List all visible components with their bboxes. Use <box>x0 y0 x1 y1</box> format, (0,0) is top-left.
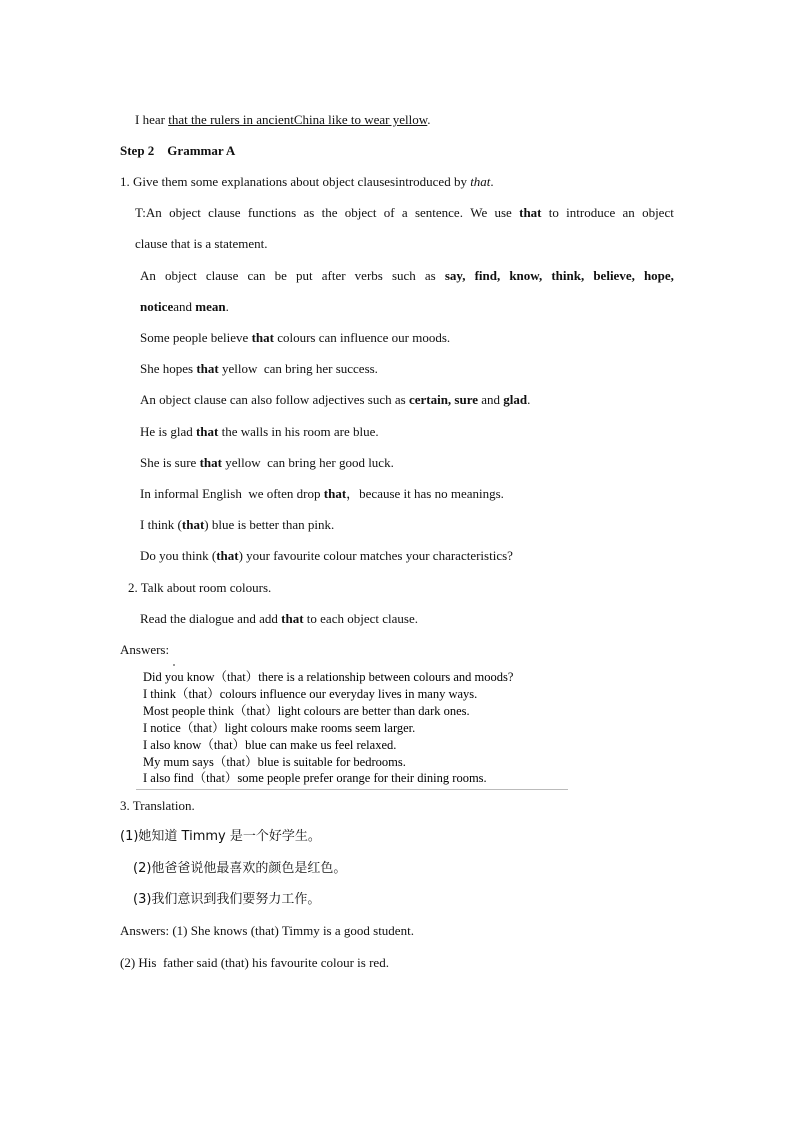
keyword-that: that <box>181 517 205 532</box>
keyword-that: that <box>519 205 542 220</box>
intro-prefix: I hear <box>135 112 169 127</box>
example-text: ) blue is better than pink. <box>204 517 335 532</box>
adjectives-line <box>140 392 530 408</box>
answer-line: Most people think（that）light colours are better than dark ones. <box>143 704 470 718</box>
intro-underlined-clause: that the rulers in ancientChina like to wear yellow <box>168 112 428 127</box>
item1-title-italic: that <box>470 174 491 189</box>
answer-line: I also find（that）some people prefer orange for their dining rooms. <box>143 771 487 785</box>
word: sentence. <box>414 205 463 220</box>
example-text: She is sure <box>140 455 200 470</box>
word: to <box>548 205 559 220</box>
answers-label: Answers: <box>120 642 170 657</box>
word: object <box>642 205 674 220</box>
word: We <box>470 205 488 220</box>
answer-line: I think（that）colours influence our everyday lives in many ways. <box>143 687 478 701</box>
verb-mean: mean <box>195 299 226 314</box>
example-think <box>140 517 334 533</box>
translation-answer-2: (2) His father said (that) his favourite colour is red. <box>120 955 389 970</box>
translation-answer-1: Answers: (1) She knows (that) Timmy is a good student. <box>120 923 414 938</box>
verb-find: find, <box>474 268 501 283</box>
word: as <box>303 205 315 220</box>
word: verbs <box>354 268 383 283</box>
adj-certain-sure: certain, sure <box>408 392 479 407</box>
translation-q2: (2)他爸爸说他最喜欢的颜色是红色。 <box>133 861 347 876</box>
keyword-that: that <box>281 611 304 626</box>
informal-text: In informal English we often drop <box>140 486 324 501</box>
word: clause <box>205 268 239 283</box>
example-text: the walls in his room are blue. <box>218 424 379 439</box>
verb-hope: hope, <box>643 268 674 283</box>
instruction-text: Read the dialogue and add <box>140 611 282 626</box>
word: object <box>169 205 201 220</box>
word: T:An <box>135 205 162 220</box>
word: introduce <box>566 205 616 220</box>
step2-heading: Step 2 Grammar A <box>120 143 236 158</box>
example-text: ) your favourite colour matches your characteristics? <box>238 548 513 563</box>
informal-text: ，because it has no meanings. <box>346 486 504 501</box>
word: an <box>622 205 635 220</box>
word: object <box>165 268 197 283</box>
scan-speck <box>173 664 175 666</box>
word: the <box>321 205 338 220</box>
item1-title <box>120 174 494 190</box>
word-and: and <box>173 299 196 314</box>
item2-title: 2. Talk about room colours. <box>128 580 272 595</box>
answer-line: Did you know（that）there is a relationship between colours and moods? <box>143 670 514 684</box>
translation-q1: (1)她知道 Timmy 是一个好学生。 <box>120 829 321 844</box>
verbs-line-1 <box>140 268 674 284</box>
keyword-that: that <box>216 548 239 563</box>
word: functions <box>247 205 297 220</box>
answer-line: I notice（that）light colours make rooms seem larger. <box>143 721 416 735</box>
keyword-that: that <box>323 486 347 501</box>
word: An <box>140 268 156 283</box>
intro-line <box>135 112 431 128</box>
scan-bottom-rule <box>136 789 568 790</box>
word: use <box>494 205 512 220</box>
example-believe <box>140 330 450 346</box>
item2-instruction <box>140 611 418 627</box>
item1-title-suffix: . <box>490 174 494 189</box>
word: after <box>321 268 346 283</box>
word: as <box>424 268 436 283</box>
item3-title: 3. Translation. <box>120 798 195 813</box>
example-text: She hopes <box>140 361 197 376</box>
example-glad <box>140 424 379 440</box>
teacher-line-1 <box>135 205 674 221</box>
word: object <box>344 205 377 220</box>
period: . <box>225 299 229 314</box>
item1-title-text: 1. Give them some explanations about object clausesintroduced by <box>120 174 471 189</box>
example-sure <box>140 455 394 471</box>
word: be <box>274 268 287 283</box>
word: of <box>383 205 395 220</box>
example-text: I think ( <box>140 517 182 532</box>
instruction-text: to each object clause. <box>303 611 418 626</box>
word: a <box>401 205 408 220</box>
answer-line: My mum says（that）blue is suitable for bedrooms. <box>143 755 406 769</box>
keyword-that: that <box>199 455 222 470</box>
word: clause <box>208 205 241 220</box>
example-text: yellow can bring her success. <box>218 361 378 376</box>
verb-believe: believe, <box>593 268 635 283</box>
adj-text: An object clause can also follow adjectives such as <box>140 392 409 407</box>
adj-glad: glad <box>503 392 528 407</box>
example-text: Do you think ( <box>140 548 217 563</box>
teacher-line-2: clause that is a statement. <box>135 236 268 251</box>
informal-english-line <box>140 486 504 502</box>
translation-q3: (3)我们意识到我们要努力工作。 <box>133 892 321 907</box>
scanned-answers-image <box>136 664 568 790</box>
period: . <box>527 392 531 407</box>
intro-suffix: . <box>427 112 431 127</box>
keyword-that: that <box>251 330 274 345</box>
verb-know: know, <box>509 268 543 283</box>
keyword-that: that <box>195 424 219 439</box>
example-do-you-think <box>140 548 513 564</box>
example-text: colours can influence our moods. <box>273 330 451 345</box>
example-text: yellow can bring her good luck. <box>221 455 394 470</box>
answer-line: I also know（that）blue can make us feel relaxed. <box>143 738 397 752</box>
example-hopes <box>140 361 378 377</box>
verb-think: think, <box>551 268 585 283</box>
example-text: Some people believe <box>140 330 252 345</box>
example-text: He is glad <box>140 424 196 439</box>
keyword-that: that <box>196 361 219 376</box>
word-and: and <box>478 392 504 407</box>
verb-say: say, <box>444 268 466 283</box>
verbs-line-2 <box>140 299 229 315</box>
word: put <box>296 268 313 283</box>
verb-notice: notice <box>140 299 174 314</box>
word: can <box>247 268 266 283</box>
word: such <box>391 268 416 283</box>
